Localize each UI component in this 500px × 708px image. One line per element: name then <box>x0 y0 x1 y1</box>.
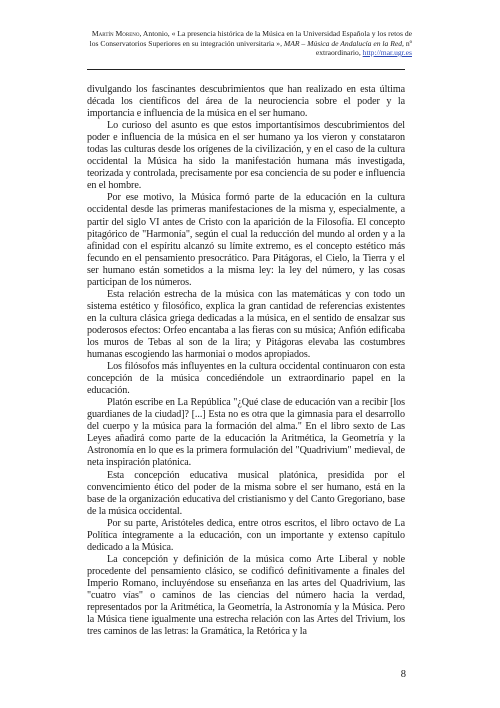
paragraph: Platón escribe en La República "¿Qué clase de educación van a recibir [los guardianes de la ciudad]? [...] Esta no es otra que la gimnasia para el desarrollo del cuerpo y la música para la formación del alma." En el libro sexto de Las Leyes añadirá como parte de la educación la Aritmética, la Geometría y la Astronomía en lo que es la primera formulación del "Quadrivium" medieval, de neta inspiración platónica. <box>87 397 405 469</box>
paragraph: La concepción y definición de la música como Arte Liberal y noble procedente del pensamiento clásico, se codificó definitivamente a finales del Imperio Romano, incluyéndose su enseñanza en las artes del Quadrivium, las "cuatro vías" o caminos de las ciencias del número hacia la verdad, representados por la Aritmética, la Geometría, la Astronomía y la Música. Pero la Música tiene igualmente una estrecha relación con las Artes del Trivium, los tres caminos de las letras: la Gramática, la Retórica y la <box>87 553 405 638</box>
body-text <box>87 84 405 638</box>
header-journal: , MAR – Música de Andalucía en la Red, <box>280 38 406 48</box>
paragraph: Esta concepción educativa musical platónica, presidida por el convencimiento ético del poder de la misma sobre el ser humano, está en la base de la organización educativa del cristianismo y del Canto Gregoriano, base de la música occidental. <box>87 469 405 517</box>
paragraph: divulgando los fascinantes descubrimientos que han realizado en esta última década los científicos del área de la neurociencia sobre el poder y la importancia e influencia de la música en el ser humano. <box>87 84 405 120</box>
paragraph: Los filósofos más influyentes en la cultura occidental continuaron con esta concepción de la música concediéndole un extraordinario papel en la educación. <box>87 361 405 397</box>
header-journal-link[interactable]: http://mar.ugr.es <box>362 48 412 57</box>
paragraph: Por su parte, Aristóteles dedica, entre otros escritos, el libro octavo de La Política íntegramente a la educación, con un importante y extenso capítulo dedicado a la Música. <box>87 517 405 553</box>
page-number: 8 <box>400 669 406 680</box>
paragraph: Por ese motivo, la Música formó parte de la educación en la cultura occidental desde las primeras manifestaciones de la misma y, especialmente, a partir del siglo VI antes de Cristo con la aparición de la Filosofía. El concepto pitagórico de "Harmonía", según el cual la reducción del mundo al orden y a la afinidad con el espíritu alcanzó su límite extremo, es el concepto estético más fecundo en el pensamiento presocrático. Para Pitágoras, el Cielo, la Tierra y el ser humano están sometidos a la misma ley: la ley del número, y las cosas participan de los números. <box>87 192 405 288</box>
header-author-given: , Antonio, <box>139 29 172 38</box>
header-issue: nº extraordinario, <box>315 38 412 57</box>
header-article-title: « La presencia histórica de la Música en la Universidad Española y los retos de los Conservatorios Superiores en su integración universitaria » <box>89 29 412 48</box>
header-author-surname: Martín Moreno <box>91 29 140 38</box>
paragraph: Lo curioso del asunto es que estos importantísimos descubrimientos del poder e influencia de la música en el ser humano ya los vieron y constataron todas las culturas desde los orígenes de la civilización, y en el caso de la cultura occidental la Música ha sido la manifestación humana más investigada, teorizada y controlada, precisamente por esa conciencia de su poder e influencia en el hombre. <box>87 120 405 192</box>
paragraph: Esta relación estrecha de la música con las matemáticas y con todo un sistema estético y filosófico, explica la gran cantidad de referencias existentes en la cultura clásica griega dedicadas a la música, en el sentido de ensalzar sus poderosos efectos: Orfeo encantaba a las fieras con su música; Anfión edificaba los muros de Tebas al son de la lira; y Pitágoras elevaba las costumbres humanas escogiendo las harmoniai o modos apropiados. <box>87 288 405 361</box>
header-divider <box>87 69 405 70</box>
running-header <box>82 29 412 58</box>
